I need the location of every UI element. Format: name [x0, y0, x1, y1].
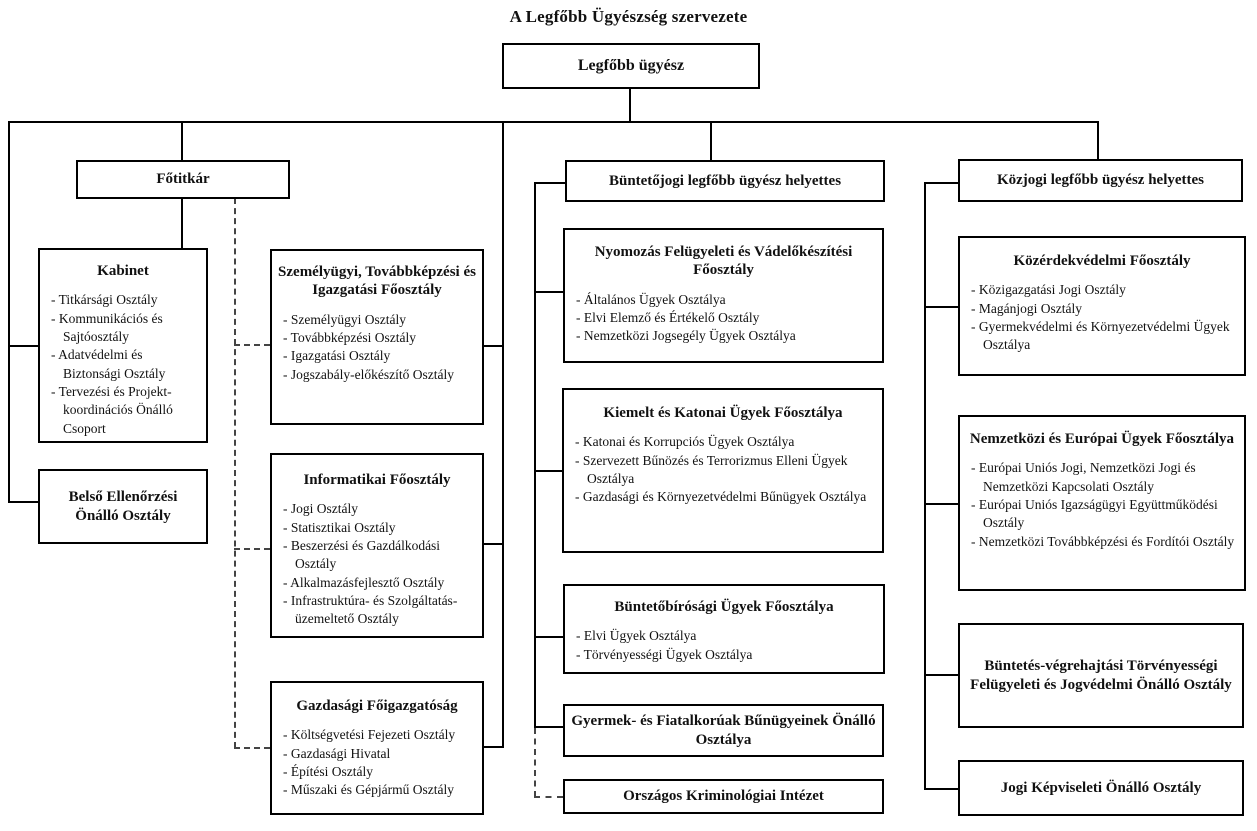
connector-kozjogi-left-stub: [924, 182, 958, 184]
org-list-item: - Magánjogi Osztály: [971, 300, 1238, 318]
connector-fotitkar-drop: [181, 121, 183, 160]
org-list-item: - Építési Osztály: [283, 763, 476, 781]
org-list-item: - Alkalmazásfejlesztő Osztály: [283, 574, 476, 592]
org-list-item: - Adatvédelmi és Biztonsági Osztály: [51, 346, 200, 383]
connector-nemzetkozi-stub: [924, 503, 958, 505]
org-box-title: Gazdasági Főigazgatóság: [296, 698, 458, 714]
connector-gazdasagi-dashed-stub: [234, 747, 270, 749]
org-box-buntetes-vegrehajtasi: [958, 623, 1244, 728]
org-box-title: Jogi Képviseleti Önálló Osztály: [1000, 779, 1202, 796]
connector-orszagos-dashed-stub: [534, 796, 563, 798]
org-box-title: Gyermek- és Fiatalkorúak Bűnügyeinek Önálló Osztálya: [571, 713, 876, 748]
connector-kiemelt-stub: [534, 470, 562, 472]
org-box-orszagos-kriminologiai: [563, 779, 884, 814]
org-box-kozerdekvedelmi: [958, 236, 1246, 376]
org-box-title: Büntetés-végrehajtási Törvényességi Felügyeleti és Jogvédelmi Önálló Osztály: [970, 658, 1232, 693]
org-box-title: Országos Kriminológiai Intézet: [623, 788, 824, 805]
org-list-item: - Gazdasági Hivatal: [283, 745, 476, 763]
org-box-items: [960, 281, 1244, 354]
org-box-items: [272, 726, 482, 799]
org-list-item: - Európai Uniós Jogi, Nemzetközi Jogi és Nemzetközi Kapcsolati Osztály: [971, 459, 1238, 496]
connector-nyomozas-stub: [534, 291, 563, 293]
connector-kozjogi-drop: [1097, 121, 1099, 159]
org-list-item: - Kommunikációs és Sajtóosztály: [51, 310, 200, 347]
org-list-item: - Infrastruktúra- és Szolgáltatás-üzemeltető Osztály: [283, 592, 476, 629]
org-list-item: - Általános Ügyek Osztálya: [576, 291, 876, 309]
connector-kabinet-drop: [181, 198, 183, 248]
org-list-item: - Továbbképzési Osztály: [283, 329, 476, 347]
org-list-item: - Igazgatási Osztály: [283, 347, 476, 365]
org-box-title: Büntetőjogi legfőbb ügyész helyettes: [608, 172, 842, 189]
org-list-item: - Gyermekvédelmi és Környezetvédelmi Ügyek Osztálya: [971, 318, 1238, 355]
connector-gyermek-stub: [534, 726, 563, 728]
org-box-items: [272, 311, 482, 384]
connector-kozerdekvedelmi-stub: [924, 306, 958, 308]
connector-main-horizontal: [8, 121, 1099, 123]
connector-informatikai-right-stub: [483, 543, 504, 545]
org-box-items: [960, 459, 1244, 551]
org-box-nyomozas: [563, 228, 884, 363]
org-box-title: Közérdekvédelmi Főosztály: [1013, 253, 1191, 269]
org-box-informatikai: [270, 453, 484, 638]
org-list-item: - Költségvetési Fejezeti Osztály: [283, 726, 476, 744]
org-list-item: - Európai Uniós Igazságügyi Együttműködési Osztály: [971, 496, 1238, 533]
connector-informatikai-dashed-stub: [234, 548, 270, 550]
connector-belso-left-stub: [8, 501, 38, 503]
org-list-item: - Közigazgatási Jogi Osztály: [971, 281, 1238, 299]
org-list-item: - Személyügyi Osztály: [283, 311, 476, 329]
org-list-item: - Műszaki és Gépjármű Osztály: [283, 781, 476, 799]
connector-buntetes-stub: [924, 674, 958, 676]
org-box-buntetobirosagi: [563, 584, 885, 674]
org-box-nemzetkozi: [958, 415, 1246, 591]
page-title: A Legfőbb Ügyészség szervezete: [509, 7, 748, 26]
org-list-item: - Beszerzési és Gazdálkodási Osztály: [283, 537, 476, 574]
org-list-item: - Jogi Osztály: [283, 500, 476, 518]
connector-criminal-spine: [534, 182, 536, 728]
org-list-item: - Törvényességi Ügyek Osztálya: [576, 646, 877, 664]
org-box-title: Informatikai Főosztály: [303, 472, 451, 488]
connector-public-spine: [924, 182, 926, 790]
org-box-kabinet: [38, 248, 208, 443]
connector-buntetojogi-drop: [710, 121, 712, 160]
org-box-title: Belső Ellenőrzési Önálló Osztály: [68, 489, 178, 524]
connector-szemelyugyi-dashed-stub: [234, 344, 270, 346]
org-list-item: - Statisztikai Osztály: [283, 519, 476, 537]
org-box-title: Büntetőbírósági Ügyek Főosztálya: [614, 599, 834, 615]
org-list-item: - Nemzetközi Továbbképzési és Fordítói Osztály: [971, 533, 1238, 551]
org-list-item: - Tervezési és Projekt-koordinációs Önálló Csoport: [51, 383, 200, 438]
org-list-item: - Elvi Elemző és Értékelő Osztály: [576, 309, 876, 327]
connector-kabinet-left-stub: [8, 345, 38, 347]
org-box-fotitkar: [76, 160, 290, 199]
org-box-title: Kiemelt és Katonai Ügyek Főosztálya: [603, 405, 843, 421]
org-list-item: - Gazdasági és Környezetvédelmi Bűnügyek Osztálya: [575, 488, 876, 506]
org-list-item: - Jogszabály-előkészítő Osztály: [283, 366, 476, 384]
org-box-szemelyugyi: [270, 249, 484, 425]
org-box-title: Főtitkár: [156, 171, 210, 188]
org-box-belso-ellenorzesi: [38, 469, 208, 544]
org-box-title: Nemzetközi és Európai Ügyek Főosztálya: [969, 431, 1235, 447]
org-list-item: - Katonai és Korrupciós Ügyek Osztálya: [575, 433, 876, 451]
org-box-gyermek: [563, 704, 884, 757]
org-box-jogi-kepviseleti: [958, 760, 1244, 816]
org-box-kiemelt: [562, 388, 884, 553]
connector-gazdasagi-right-stub: [483, 746, 504, 748]
org-box-title: Közjogi legfőbb ügyész helyettes: [996, 172, 1205, 189]
connector-buntetobirosagi-stub: [534, 636, 563, 638]
org-box-items: [272, 500, 482, 629]
org-box-items: [565, 627, 883, 664]
connector-fotitkar-dashed-spine: [234, 198, 236, 748]
org-box-title: Kabinet: [97, 263, 149, 279]
org-list-item: - Szervezett Bűnözés és Terrorizmus Elleni Ügyek Osztálya: [575, 452, 876, 489]
connector-buntetojogi-left-stub: [534, 182, 565, 184]
org-box-kozjogi-helyettes: [958, 159, 1243, 202]
org-list-item: - Elvi Ügyek Osztálya: [576, 627, 877, 645]
org-box-title: Legfőbb ügyész: [577, 57, 685, 75]
connector-left-outer-vertical: [8, 121, 10, 503]
org-box-items: [565, 291, 882, 346]
org-box-gazdasagi: [270, 681, 484, 815]
org-box-title: Személyügyi, Továbbképzési és Igazgatási Főosztály: [278, 264, 476, 299]
org-box-items: [40, 291, 206, 438]
connector-szemelyugyi-right-stub: [483, 345, 504, 347]
org-box-items: [564, 433, 882, 506]
connector-middle-spine: [502, 121, 504, 748]
org-list-item: - Titkársági Osztály: [51, 291, 200, 309]
connector-jogi-kepviseleti-stub: [924, 788, 958, 790]
org-box-legfobb-ugyesz: [502, 43, 760, 89]
connector-legfobb-drop: [629, 88, 631, 122]
org-list-item: - Nemzetközi Jogsegély Ügyek Osztálya: [576, 327, 876, 345]
org-box-buntetojogi-helyettes: [565, 160, 885, 202]
connector-orszagos-dashed-spine: [534, 728, 536, 797]
org-box-title: Nyomozás Felügyeleti és Vádelőkészítési Főosztály: [594, 244, 853, 279]
